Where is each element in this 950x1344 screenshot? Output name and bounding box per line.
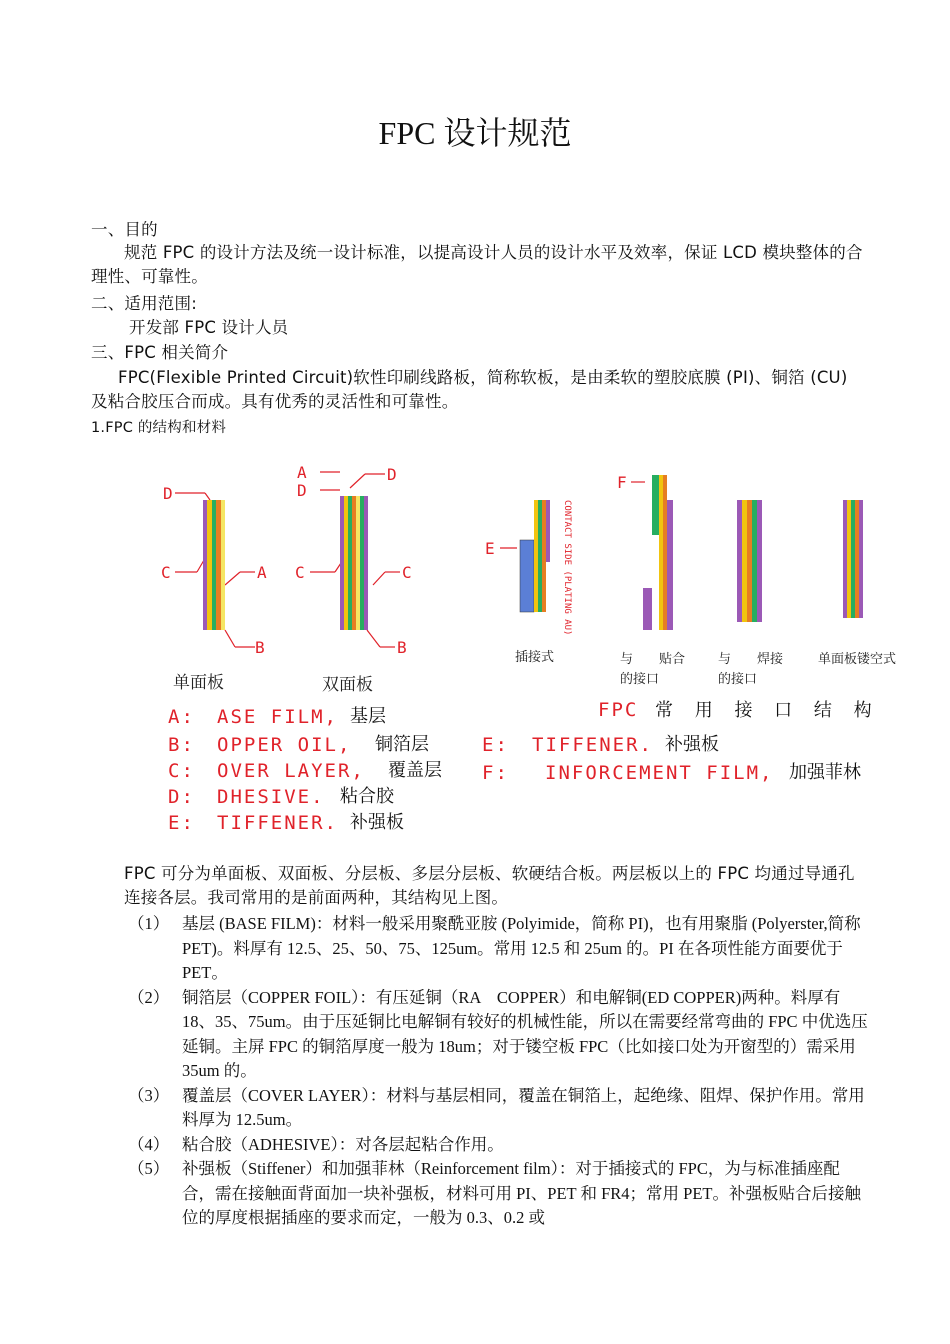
list-item bbox=[128, 1084, 868, 1133]
interface-structure-title: 常 用 接 口 结 构 bbox=[655, 700, 880, 721]
list-item bbox=[128, 1133, 868, 1158]
section2-heading: 二、适用范围: bbox=[91, 294, 197, 313]
caption-paste: 与 贴合 的接口 bbox=[620, 652, 686, 687]
label-d-single: D bbox=[163, 484, 173, 503]
label-b-single: B bbox=[255, 638, 265, 657]
label-c-double-left: C bbox=[295, 563, 305, 582]
single-panel-label: 单面板 bbox=[173, 673, 224, 693]
list-item-number: （3） bbox=[128, 1085, 170, 1105]
list-item-number: （4） bbox=[128, 1134, 170, 1154]
legend-en: TIFFENER. bbox=[532, 734, 653, 756]
label-a-double: A bbox=[297, 463, 307, 482]
legend-en: TIFFENER. bbox=[217, 812, 338, 834]
legend-key: E: bbox=[482, 734, 509, 756]
section3-subheading: 1.FPC 的结构和材料 bbox=[91, 420, 227, 436]
label-contact-side: CONTACT SIDE (PLATING AU) bbox=[562, 500, 572, 636]
section1-heading: 一、目的 bbox=[91, 220, 158, 239]
legend-cn: 补强板 bbox=[665, 734, 719, 755]
list-item bbox=[128, 1157, 868, 1231]
legend-cn: 覆盖层 bbox=[388, 760, 442, 781]
label-c-double-right: C bbox=[402, 563, 412, 582]
fpc-structure-figure bbox=[155, 460, 915, 850]
caption-hollow: 单面板镂空式 bbox=[818, 652, 897, 667]
label-b-double: B bbox=[397, 638, 407, 657]
section2-body: 开发部 FPC 设计人员 bbox=[129, 318, 289, 337]
caption-weld: 与 焊接 的接口 bbox=[718, 652, 784, 687]
label-d-double-right: D bbox=[387, 465, 397, 484]
legend-key: A: bbox=[168, 706, 195, 728]
legend-cn: 基层 bbox=[350, 706, 386, 727]
legend-key: E: bbox=[168, 812, 195, 834]
hollow-interface-diagram bbox=[843, 500, 863, 618]
legend-cn: 补强板 bbox=[350, 812, 404, 833]
legend-key: F: bbox=[482, 762, 509, 784]
label-d-double-left: D bbox=[297, 481, 307, 500]
materials-list bbox=[128, 912, 868, 1231]
label-c-single: C bbox=[161, 563, 171, 582]
list-item-number: （2） bbox=[128, 987, 170, 1007]
legend-en: OVER LAYER, bbox=[217, 760, 365, 782]
legend-en: ASE FILM, bbox=[217, 706, 338, 728]
legend-cn: 粘合胶 bbox=[340, 786, 394, 807]
section3-heading: 三、FPC 相关简介 bbox=[91, 343, 229, 362]
paste-interface-diagram bbox=[643, 475, 673, 630]
legend-en: OPPER OIL, bbox=[217, 734, 352, 756]
list-item-text: 覆盖层（COVER LAYER）：材料与基层相同，覆盖在铜箔上，起绝缘、阻焊、保护作用。常用料厚为 12.5um。 bbox=[182, 1085, 865, 1129]
legend-key: D: bbox=[168, 786, 195, 808]
list-item-text: 粘合胶（ADHESIVE）：对各层起粘合作用。 bbox=[182, 1134, 504, 1154]
fpc-red-label: FPC bbox=[598, 699, 639, 721]
plug-interface-diagram bbox=[520, 500, 550, 612]
layer-diagrams bbox=[155, 460, 915, 680]
label-e: E bbox=[485, 539, 495, 558]
list-item-number: （1） bbox=[128, 914, 170, 933]
legend-key: C: bbox=[168, 760, 195, 782]
legend-cn: 铜箔层 bbox=[375, 734, 429, 755]
caption-plug: 插接式 bbox=[515, 650, 555, 665]
list-item-text: 基层 (BASE FILM)：材料一般采用聚酰亚胺 (Polyimide，简称 PI)，也有用聚脂 (Polyerster,简称 PET)。料厚有 12.5、25、50、75、125um。常用 12.5 和 25um 的。PI 在各项性能方面要优于 PET。 bbox=[182, 914, 861, 982]
list-item-number: （5） bbox=[128, 1159, 170, 1178]
legend-cn: 加强菲林 bbox=[789, 762, 861, 783]
double-panel-label: 双面板 bbox=[322, 675, 373, 695]
single-panel-diagram bbox=[203, 500, 225, 630]
intro-paragraph: FPC 可分为单面板、双面板、分层板、多层分层板、软硬结合板。两层板以上的 FPC 均通过导通孔连接各层。我司常用的是前面两种，其结构见上图。 bbox=[124, 864, 855, 907]
label-f: F bbox=[617, 473, 627, 492]
legend-key: B: bbox=[168, 734, 195, 756]
list-item bbox=[128, 912, 868, 986]
page-title: FPC 设计规范 bbox=[378, 115, 572, 151]
legend-en: DHESIVE. bbox=[217, 786, 325, 808]
section3-body: FPC(Flexible Printed Circuit)软性印刷线路板，简称软板，是由柔软的塑胶底膜 (PI)、铜箔 (CU) 及粘合胶压合而成。具有优秀的灵活性和可靠性。 bbox=[91, 368, 848, 411]
legend-en: INFORCEMENT FILM, bbox=[545, 762, 774, 784]
list-item bbox=[128, 986, 868, 1084]
double-panel-diagram bbox=[340, 496, 368, 630]
list-item-text: 铜箔层（COPPER FOIL）：有压延铜（RA COPPER）和电解铜(ED COPPER)两种。料厚有 18、35、75um。由于压延铜比电解铜有较好的机械性能，所以在需要经常弯曲的 FPC 中优选压延铜。主屏 FPC 的铜箔厚度一般为 18um；对于镂空板 FPC（比如接口处为开窗型的）需采用 35um 的。 bbox=[182, 987, 868, 1080]
section1-body: 规范 FPC 的设计方法及统一设计标准，以提高设计人员的设计水平及效率，保证 LCD 模块整体的合理性、可靠性。 bbox=[91, 243, 863, 286]
weld-interface-diagram bbox=[737, 500, 762, 622]
label-a-single: A bbox=[257, 563, 267, 582]
list-item-text: 补强板（Stiffener）和加强菲林（Reinforcement film）：对于插接式的 FPC，为与标准插座配合，需在接触面背面加一块补强板，材料可用 PI、PET 和 FR4；常用 PET。补强板贴合后接触位的厚度根据插座的要求而定，一般为 0.3、0.2 或 bbox=[182, 1159, 861, 1227]
